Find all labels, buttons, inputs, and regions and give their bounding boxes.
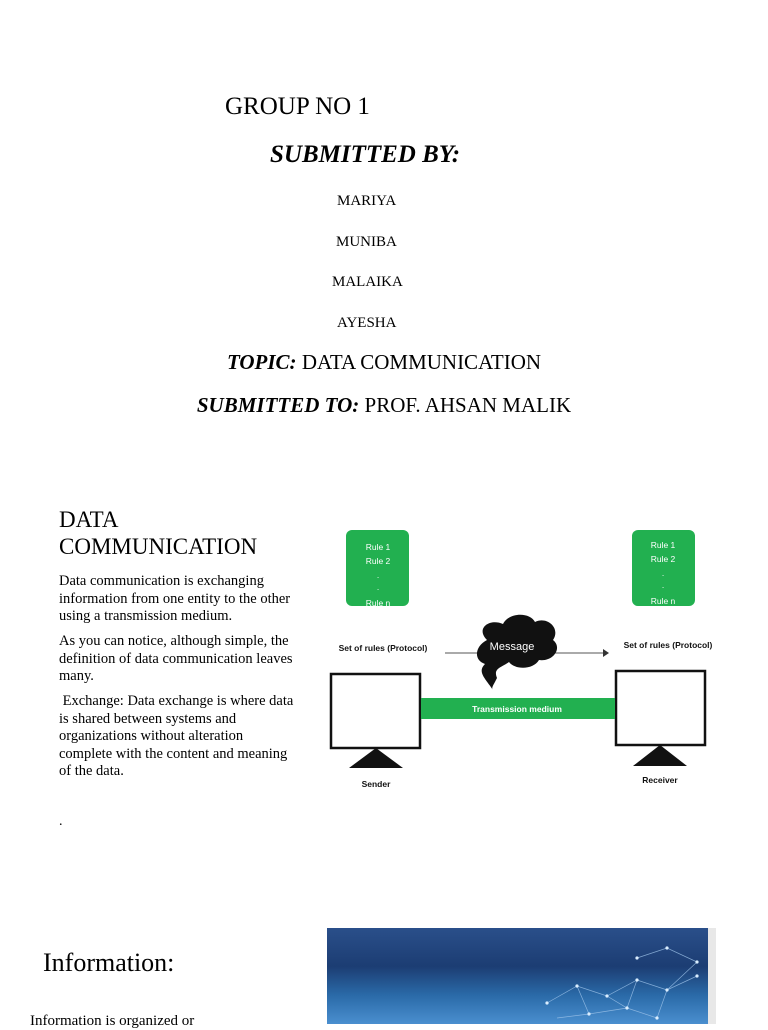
- right-rule-text: Rule 1: [650, 540, 676, 550]
- member-name: MALAIKA: [332, 274, 403, 290]
- group-title: GROUP NO 1: [225, 93, 370, 120]
- transmission-medium-label: Transmission medium: [472, 704, 562, 714]
- member-name: MUNIBA: [336, 234, 397, 250]
- left-rule-text: Rule n: [365, 598, 391, 608]
- receiver-label: Receiver: [642, 775, 678, 785]
- left-rule-text: .: [376, 570, 380, 580]
- topic-value: DATA COMMUNICATION: [296, 350, 542, 374]
- submitted-by-heading: SUBMITTED BY:: [270, 141, 461, 168]
- sender-label: Sender: [361, 779, 391, 789]
- image-edge: [708, 928, 716, 1024]
- sender-monitor-icon: [331, 674, 420, 748]
- right-rule-text: .: [661, 568, 665, 578]
- information-text: Information is organized or: [30, 1013, 195, 1029]
- section-heading: [59, 506, 257, 560]
- left-rule-text: Rule 1: [365, 542, 391, 552]
- member-name: AYESHA: [337, 315, 397, 331]
- network-image: [327, 928, 713, 1024]
- submitted-to-line: [0, 393, 768, 418]
- protocol-diagram: [325, 500, 715, 800]
- receiver-monitor-icon: [616, 671, 705, 745]
- message-label: Message: [489, 641, 535, 653]
- stray-dot: .: [59, 814, 63, 829]
- paragraph: Exchange: Data exchange is where data is shared between systems and organizations without alteration complete with the content and meaning of the data.: [59, 693, 297, 779]
- right-rule-text: Rule n: [650, 596, 676, 606]
- paragraph: Data communication is exchanging information from one entity to the other using a transmission medium.: [59, 573, 291, 624]
- right-rule-text: Rule 2: [650, 554, 676, 564]
- section-heading-line: COMMUNICATION: [59, 534, 258, 559]
- paragraph: As you can notice, although simple, the definition of data communication leaves many.: [59, 633, 293, 684]
- left-rule-text: .: [376, 582, 380, 592]
- information-heading: Information:: [43, 948, 175, 977]
- right-protocol-caption: Set of rules (Protocol): [623, 640, 713, 650]
- topic-line: [0, 350, 768, 375]
- left-protocol-caption: Set of rules (Protocol): [338, 643, 428, 653]
- right-rule-text: .: [661, 580, 665, 590]
- left-rule-text: Rule 2: [365, 556, 391, 566]
- submitted-to-value: PROF. AHSAN MALIK: [359, 393, 572, 417]
- member-name: MARIYA: [337, 193, 397, 209]
- section-heading-line: DATA: [59, 507, 119, 532]
- submitted-to-label: SUBMITTED TO:: [196, 393, 360, 417]
- topic-label: TOPIC:: [226, 350, 297, 374]
